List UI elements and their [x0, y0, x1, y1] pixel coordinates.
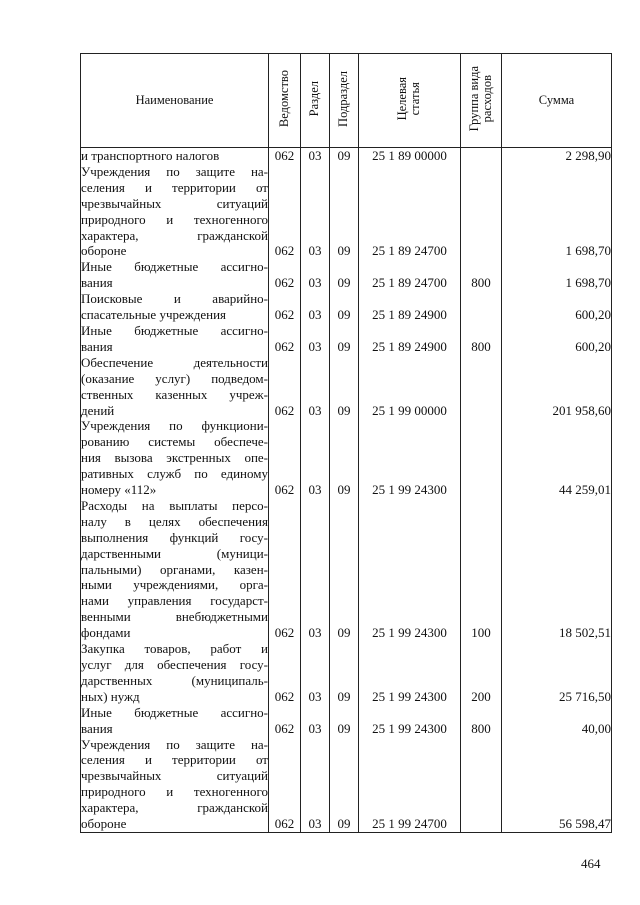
- row-name-line: дений: [81, 402, 115, 418]
- row-summa: 600,20: [502, 291, 612, 323]
- row-tselevaya-statya: 25 1 89 24700: [359, 259, 461, 291]
- row-vedomstvo: 062: [269, 323, 301, 355]
- row-vedomstvo: 062: [269, 355, 301, 419]
- row-name-line: обороне: [81, 243, 127, 259]
- row-summa: 1 698,70: [502, 259, 612, 291]
- table-row: [81, 355, 612, 419]
- row-summa: 1 698,70: [502, 164, 612, 259]
- table-row: [81, 705, 612, 737]
- row-vedomstvo: 062: [269, 148, 301, 164]
- table-row: [81, 291, 612, 323]
- row-podrazdel: 09: [330, 641, 359, 705]
- row-podrazdel: 09: [330, 705, 359, 737]
- row-name-line: ния вызова экстренных опе-: [81, 450, 268, 466]
- row-vedomstvo: 062: [269, 705, 301, 737]
- row-summa: 600,20: [502, 323, 612, 355]
- row-tselevaya-statya: 25 1 89 00000: [359, 148, 461, 164]
- row-summa: 40,00: [502, 705, 612, 737]
- row-name-line: Учреждения по функциони-: [81, 418, 268, 434]
- row-razdel: 03: [301, 737, 330, 833]
- row-razdel: 03: [301, 259, 330, 291]
- row-name: [81, 291, 269, 323]
- header-summa: Сумма: [502, 54, 612, 148]
- row-razdel: 03: [301, 498, 330, 641]
- row-name: [81, 418, 269, 498]
- row-name-line: характера, гражданской: [81, 227, 268, 243]
- row-tselevaya-statya: 25 1 99 24700: [359, 737, 461, 833]
- row-name-line: нами управления государст-: [81, 593, 268, 609]
- row-name-line: номеру «112»: [81, 482, 157, 498]
- row-name-line: Иные бюджетные ассигно-: [81, 259, 268, 275]
- row-name-line: венными внебюджетными: [81, 609, 268, 625]
- row-tselevaya-statya: 25 1 99 24300: [359, 641, 461, 705]
- row-name: [81, 705, 269, 737]
- table-row: [81, 641, 612, 705]
- row-summa: 56 598,47: [502, 737, 612, 833]
- row-vedomstvo: 062: [269, 737, 301, 833]
- row-name-line: ными учреждениями, орга-: [81, 577, 268, 593]
- header-tselevaya-statya: Целевая статья: [359, 54, 461, 148]
- row-podrazdel: 09: [330, 148, 359, 164]
- row-name-line: ративных служб по единому: [81, 466, 268, 482]
- row-name-line: чрезвычайных ситуаций: [81, 195, 268, 211]
- table-row: [81, 164, 612, 259]
- row-gruppa-vida: [461, 291, 502, 323]
- table-row: [81, 498, 612, 641]
- table-row: [81, 418, 612, 498]
- row-name-line: Поисковые и аварийно-: [81, 291, 268, 307]
- row-summa: 25 716,50: [502, 641, 612, 705]
- row-tselevaya-statya: 25 1 89 24700: [359, 164, 461, 259]
- row-gruppa-vida: 800: [461, 705, 502, 737]
- header-gruppa-vida: Группа вида расходов: [461, 54, 502, 148]
- row-name: [81, 323, 269, 355]
- row-gruppa-vida: 200: [461, 641, 502, 705]
- row-name: [81, 737, 269, 833]
- row-name-line: чрезвычайных ситуаций: [81, 768, 268, 784]
- row-summa: 44 259,01: [502, 418, 612, 498]
- row-razdel: 03: [301, 418, 330, 498]
- row-name-line: вания: [81, 275, 113, 291]
- row-gruppa-vida: [461, 418, 502, 498]
- row-vedomstvo: 062: [269, 498, 301, 641]
- row-gruppa-vida: [461, 355, 502, 419]
- row-name-line: Иные бюджетные ассигно-: [81, 322, 268, 338]
- row-gruppa-vida: 800: [461, 323, 502, 355]
- row-name-line: фондами: [81, 625, 131, 641]
- row-podrazdel: 09: [330, 498, 359, 641]
- row-podrazdel: 09: [330, 355, 359, 419]
- row-name: [81, 164, 269, 259]
- row-name-line: и транспортного налогов: [81, 148, 220, 163]
- row-tselevaya-statya: 25 1 89 24900: [359, 323, 461, 355]
- row-gruppa-vida: [461, 737, 502, 833]
- row-name-line: ственных казенных учреж-: [81, 386, 268, 402]
- row-vedomstvo: 062: [269, 418, 301, 498]
- row-name: [81, 355, 269, 419]
- row-name: [81, 148, 269, 164]
- row-summa: 2 298,90: [502, 148, 612, 164]
- row-name-line: услуг для обеспечения госу-: [81, 657, 268, 672]
- row-razdel: 03: [301, 291, 330, 323]
- row-name-line: природного и техногенного: [81, 784, 268, 800]
- row-vedomstvo: 062: [269, 641, 301, 705]
- row-name: [81, 641, 269, 705]
- header-name: Наименование: [81, 54, 269, 148]
- row-name-line: пальными) органами, казен-: [81, 561, 268, 577]
- row-name-line: характера, гражданской: [81, 800, 268, 816]
- row-vedomstvo: 062: [269, 291, 301, 323]
- row-vedomstvo: 062: [269, 259, 301, 291]
- row-gruppa-vida: [461, 164, 502, 259]
- row-name-line: Учреждения по защите на-: [81, 736, 268, 752]
- row-summa: 18 502,51: [502, 498, 612, 641]
- header-podrazdel: Подраздел: [330, 54, 359, 148]
- row-razdel: 03: [301, 641, 330, 705]
- table-row: [81, 259, 612, 291]
- row-podrazdel: 09: [330, 737, 359, 833]
- row-gruppa-vida: 800: [461, 259, 502, 291]
- row-podrazdel: 09: [330, 259, 359, 291]
- row-name-line: вания: [81, 720, 113, 736]
- row-name-line: Расходы на выплаты персо-: [81, 497, 268, 513]
- row-name-line: (оказание услуг) подведом-: [81, 370, 268, 386]
- table-row: [81, 323, 612, 355]
- row-vedomstvo: 062: [269, 164, 301, 259]
- page-number: 464: [581, 856, 601, 871]
- row-tselevaya-statya: 25 1 99 24300: [359, 498, 461, 641]
- row-name-line: обороне: [81, 816, 127, 832]
- table-row: [81, 148, 612, 164]
- row-razdel: 03: [301, 164, 330, 259]
- row-summa: 201 958,60: [502, 355, 612, 419]
- row-tselevaya-statya: 25 1 99 00000: [359, 355, 461, 419]
- header-razdel: Раздел: [301, 54, 330, 148]
- row-razdel: 03: [301, 355, 330, 419]
- row-name: [81, 259, 269, 291]
- row-name-line: вания: [81, 338, 113, 354]
- row-name-line: Иные бюджетные ассигно-: [81, 704, 268, 720]
- budget-table: [80, 53, 612, 833]
- table-row: [81, 737, 612, 833]
- row-name-line: спасательные учреждения: [81, 307, 227, 323]
- table-header-row: [81, 54, 612, 148]
- row-name-line: селения и территории от: [81, 752, 268, 768]
- row-podrazdel: 09: [330, 418, 359, 498]
- row-name-line: Учреждения по защите на-: [81, 163, 268, 179]
- row-name-line: дарственными (муници-: [81, 545, 268, 561]
- row-name-line: природного и техногенного: [81, 211, 268, 227]
- row-tselevaya-statya: 25 1 89 24900: [359, 291, 461, 323]
- row-razdel: 03: [301, 323, 330, 355]
- row-podrazdel: 09: [330, 164, 359, 259]
- row-tselevaya-statya: 25 1 99 24300: [359, 418, 461, 498]
- row-name-line: Обеспечение деятельности: [81, 354, 268, 370]
- row-tselevaya-statya: 25 1 99 24300: [359, 705, 461, 737]
- row-name-line: выполнения функций госу-: [81, 529, 268, 545]
- row-name: [81, 498, 269, 641]
- row-gruppa-vida: 100: [461, 498, 502, 641]
- header-vedomstvo: Ведомство: [269, 54, 301, 148]
- row-gruppa-vida: [461, 148, 502, 164]
- row-razdel: 03: [301, 705, 330, 737]
- row-name-line: рованию системы обеспече-: [81, 434, 268, 450]
- row-name-line: налу в целях обеспечения: [81, 513, 268, 529]
- row-podrazdel: 09: [330, 291, 359, 323]
- row-name-line: ных) нужд: [81, 688, 140, 704]
- row-podrazdel: 09: [330, 323, 359, 355]
- row-name-line: селения и территории от: [81, 179, 268, 195]
- row-name-line: Закупка товаров, работ и: [81, 641, 268, 657]
- row-razdel: 03: [301, 148, 330, 164]
- row-name-line: дарственных (муниципаль-: [81, 672, 268, 688]
